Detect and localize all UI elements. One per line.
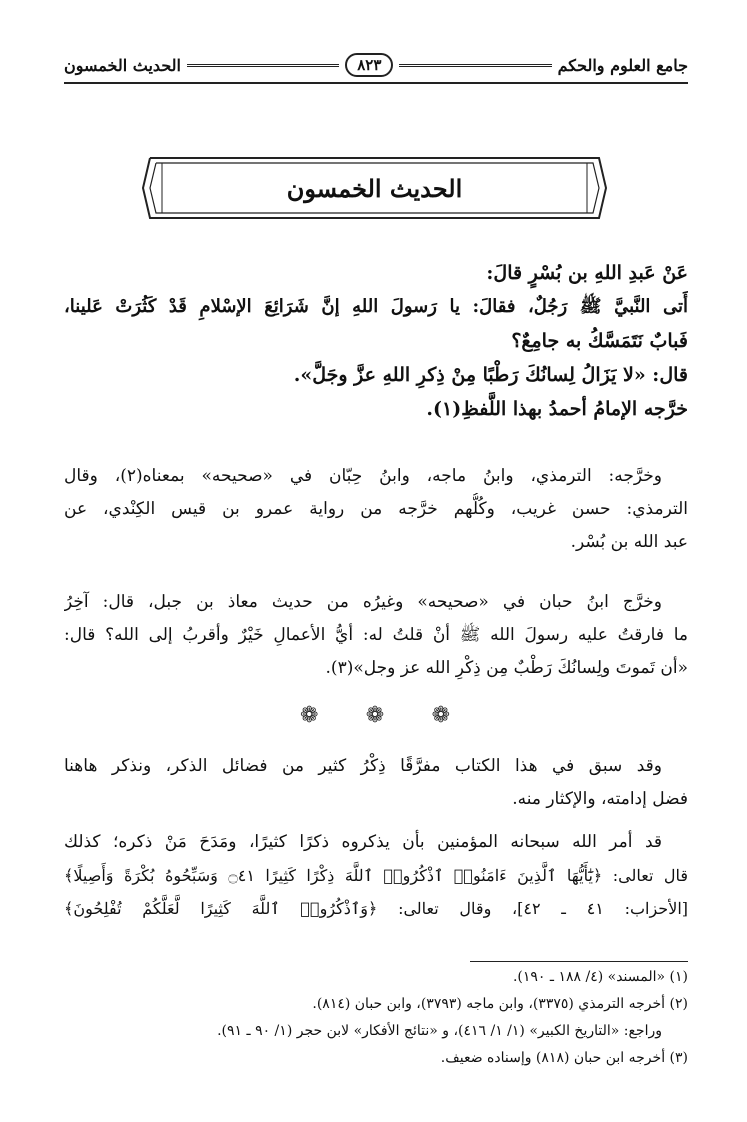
- title-frame: [142, 157, 607, 219]
- running-header: [64, 52, 688, 78]
- footnote: (٣) أخرجه ابن حبان (٨١٨) وإسناده ضعيف.: [440, 1050, 688, 1066]
- footnote: وراجع: «التاريخ الكبير» (١/ ١/ ٤١٦)، و «نتائج الأفكار» لابن حجر (١/ ٩٠ ـ ٩١).: [217, 1023, 662, 1039]
- paragraph: [64, 750, 688, 816]
- paragraph-line: وخرَّجه: الترمذي، وابنُ ماجه، وابنُ حِبّان في «صحيحه» بمعناه(٢)، وقال: [64, 466, 663, 486]
- paragraph-line: قال تعالى: ﴿يَٰٓأَيُّهَا ٱلَّذِينَ ءَامَنُوا۟ ٱذْكُرُوا۟ ٱللَّهَ ذِكْرًا كَثِيرًا ۝٤١ وَسَبِّحُوهُ بُكْرَةً وَأَصِيلًا﴾: [64, 866, 688, 885]
- paragraph-line: [الأحزاب: ٤١ ـ ٤٢]، وقال تعالى: ﴿وَٱذْكُرُوا۟ ٱللَّهَ كَثِيرًا لَّعَلَّكُمْ تُفْلِحُونَ﴾: [64, 899, 688, 918]
- paragraph-line: قد أمر الله سبحانه المؤمنين بأن يذكروه ذكرًا كثيرًا، ومَدَحَ مَنْ ذكره؛ كذلك: [64, 832, 662, 852]
- footnote-rule: [470, 961, 688, 962]
- paragraph: [64, 586, 688, 685]
- footnotes: [64, 964, 688, 1072]
- chapter-title-header: الحديث الخمسون: [64, 55, 181, 75]
- paragraph-line: الترمذي: حسن غريب، وكُلُّهم خرَّجه من رواية عمرو بن قيس الكِنْدي، عن: [64, 499, 688, 519]
- paragraph-line: «أن تَموتَ ولِسانُكَ رَطْبٌ مِن ذِكْرِ الله عز وجل»(٣).: [325, 658, 688, 678]
- paragraph-line: وقد سبق في هذا الكتاب مفرَّقًا ذِكْرُ كثير من فضائل الذكر، ونذكر هاهنا: [64, 756, 662, 776]
- hadith-title: الحديث الخمسون: [286, 173, 463, 203]
- paragraph-line: ما فارقتُ عليه رسولَ الله ﷺ أنْ قلتُ له: أيُّ الأعمالِ خَيْرٌ وأقربُ إلى الله؟ قال:: [64, 625, 688, 645]
- hadith-line: عَنْ عَبدِ اللهِ بن بُسْرٍ قالَ:: [486, 262, 688, 284]
- hadith-line: خرَّجه الإمامُ أحمدُ بهذا اللَّفظِ(١).: [426, 398, 688, 420]
- paragraph-line: وخرَّج ابنُ حبان في «صحيحه» وغيرُه من حديث معاذ بن جبل، قال: آخِرُ: [64, 592, 662, 612]
- footnote: (٢) أخرجه الترمذي (٣٣٧٥)، وابن ماجه (٣٧٩٣)، وابن حبان (٨١٤).: [312, 996, 688, 1012]
- hadith-line: قال: «لا يَزَالُ لِسانُكَ رَطْبًا مِنْ ذِكرِ اللهِ عزَّ وجَلَّ».: [293, 364, 688, 386]
- flower-ornament-icon: ❁: [431, 703, 450, 728]
- header-double-line: [187, 64, 339, 67]
- header-rule: [64, 82, 688, 84]
- paragraph: [64, 460, 688, 559]
- paragraph-line: عبد الله بن بُسْر.: [570, 532, 688, 552]
- hadith-line: فَبابٌ نَتَمَسَّكُ به جامِعٌ؟: [511, 330, 688, 352]
- footnote: (١) «المسند» (٤/ ١٨٨ ـ ١٩٠).: [512, 969, 688, 985]
- paragraph-line: فضل إدامته، والإكثار منه.: [512, 789, 688, 809]
- header-double-line: [399, 64, 551, 67]
- paragraph: [64, 826, 688, 925]
- page-number: ٨٢٣: [345, 53, 393, 77]
- hadith-line: أَتى النَّبيَّ ﷺ رَجُلٌ، فقالَ: يا رَسولَ اللهِ إنَّ شَرَائِعَ الإسْلامِ قَدْ كَثُرَتْ عَلينا،: [64, 296, 688, 317]
- section-ornaments: [300, 703, 450, 727]
- flower-ornament-icon: ❁: [365, 703, 385, 728]
- hadith-text: [64, 256, 688, 426]
- flower-ornament-icon: ❁: [300, 703, 319, 728]
- book-title: جامع العلوم والحكم: [557, 55, 688, 75]
